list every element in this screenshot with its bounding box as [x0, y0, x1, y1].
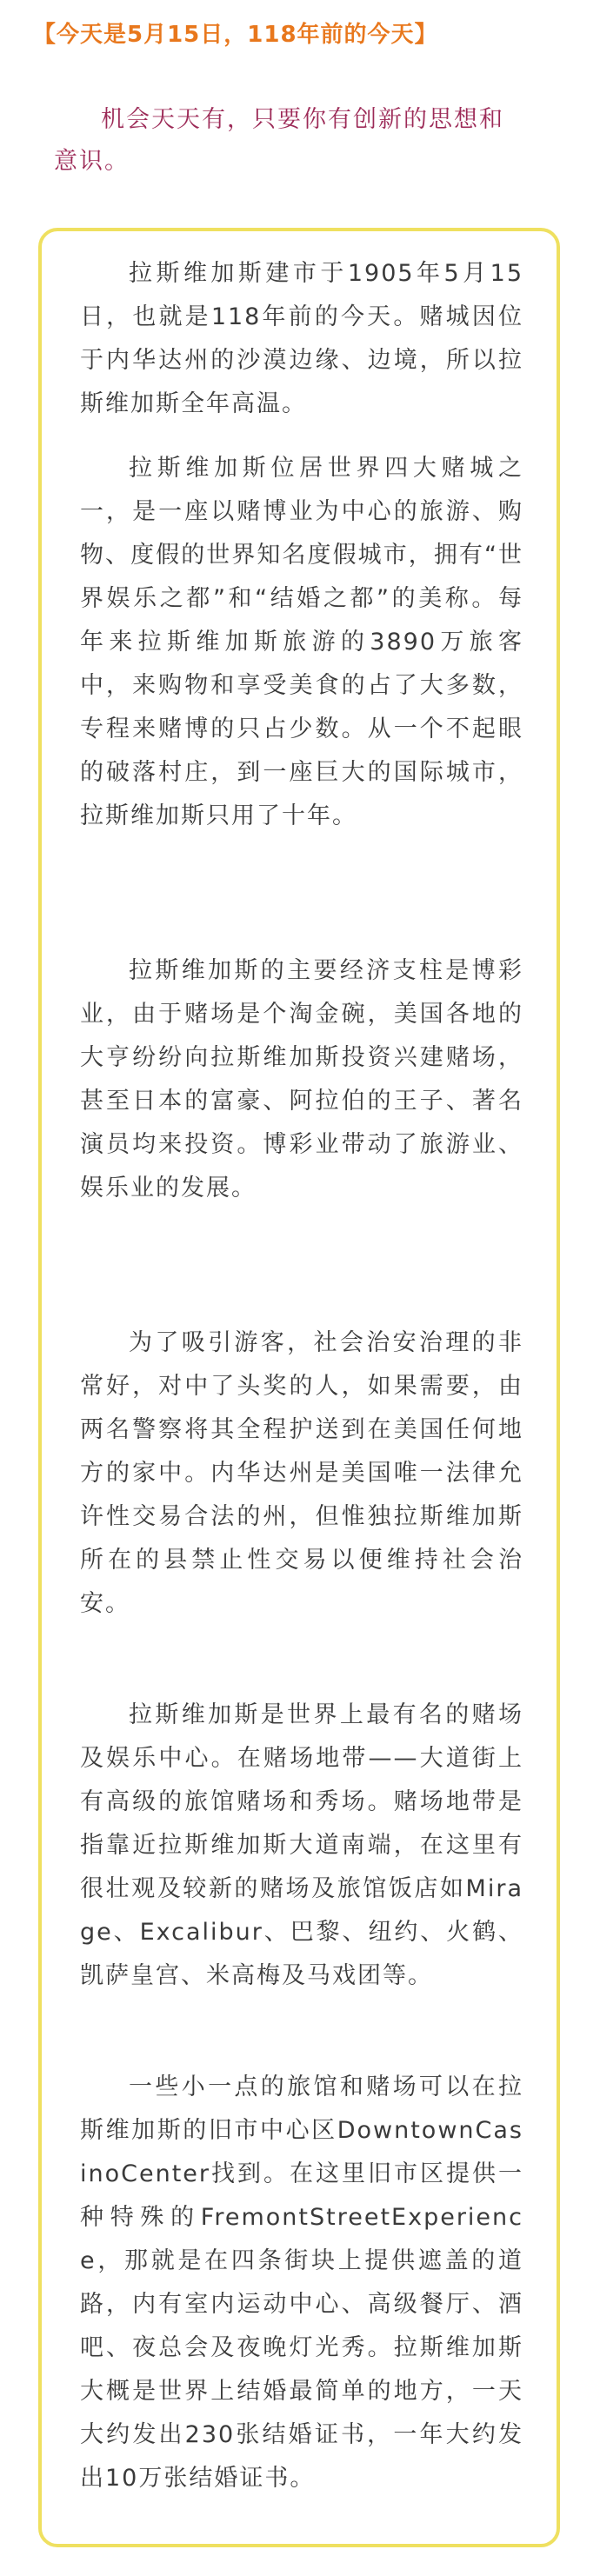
article-paragraph-2: 拉斯维加斯位居世界四大赌城之一，是一座以赌博业为中心的旅游、购物、度假的世界知名度假城市，拥有“世界娱乐之都”和“结婚之都”的美称。每年来拉斯维加斯旅游的3890万旅客中，来购物和享受美食的占了大多数，专程来赌博的只占少数。从一个不起眼的破落村庄，到一座巨大的国际城市，拉斯维加斯只用了十年。 — [80, 455, 523, 829]
article-paragraph-5: 拉斯维加斯是世界上最有名的赌场及娱乐中心。在赌场地带——大道街上有高级的旅馆赌场和秀场。赌场地带是指靠近拉斯维加斯大道南端，在这里有很壮观及较新的赌场及旅馆饭店如Mirage、Excalibur、巴黎、纽约、火鹤、凯萨皇宫、米高梅及马戏团等。 — [80, 1701, 523, 1989]
article-paragraph-1: 拉斯维加斯建市于1905年5月15日，也就是118年前的今天。赌城因位于内华达州的沙漠边缘、边境，所以拉斯维加斯全年高温。 — [80, 260, 523, 417]
article-card — [38, 228, 560, 2547]
article-paragraph-3: 拉斯维加斯的主要经济支柱是博彩业，由于赌场是个淘金碗，美国各地的大亨纷纷向拉斯维加斯投资兴建赌场，甚至日本的富豪、阿拉伯的王子、著名演员均来投资。博彩业带动了旅游业、娱乐业的发展。 — [80, 957, 523, 1201]
article-paragraph-4: 为了吸引游客，社会治安治理的非常好，对中了头奖的人，如果需要，由两名警察将其全程护送到在美国任何地方的家中。内华达州是美国唯一法律允许性交易合法的州，但惟独拉斯维加斯所在的县禁止性交易以便维持社会治安。 — [80, 1329, 523, 1617]
motto-text: 机会天天有，只要你有创新的思想和意识。 — [54, 106, 504, 175]
page-title: 【今天是5月15日，118年前的今天】 — [33, 22, 438, 48]
article-paragraph-6: 一些小一点的旅馆和赌场可以在拉斯维加斯的旧市中心区DowntownCasinoCenter找到。在这里旧市区提供一种特殊的FremontStreetExperience，那就是在四条街块上提供遮盖的道路，内有室内运动中心、高级餐厅、酒吧、夜总会及夜晚灯光秀。拉斯维加斯大概是世界上结婚最简单的地方，一天大约发出230张结婚证书，一年大约发出10万张结婚证书。 — [80, 2073, 523, 2492]
